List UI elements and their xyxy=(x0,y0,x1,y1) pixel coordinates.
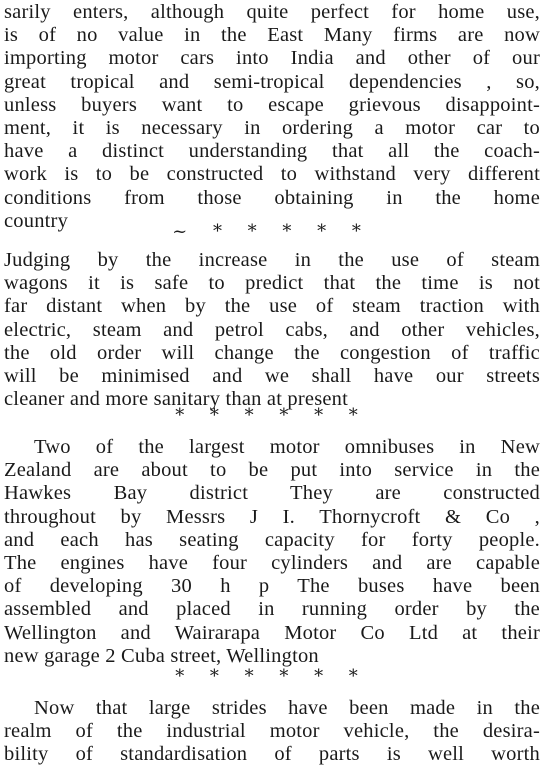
text-line: electric, steam and petrol cabs, and other vehicles, xyxy=(4,318,540,341)
text-line: importing motor cars into India and other of our xyxy=(4,47,540,70)
text-line: wagons it is safe to predict that the time is not xyxy=(4,272,540,295)
text-line: country xyxy=(4,209,69,232)
text-line: unless buyers want to escape grievous disappoint- xyxy=(4,93,540,116)
text-line: bility of standardisation of parts is well worth xyxy=(4,743,540,766)
text-line: Hawkes Bay district They are constructed xyxy=(4,482,540,505)
text-line: work is to be constructed to withstand very different xyxy=(4,163,540,186)
text-line: Judging by the increase in the use of steam xyxy=(4,249,540,271)
text-line: have a distinct understanding that all the coach- xyxy=(4,140,540,163)
text-line: great tropical and semi-tropical dependencies , so, xyxy=(4,70,540,93)
section-separator: * * * * * * xyxy=(175,666,368,687)
text-line: Wellington and Wairarapa Motor Co Ltd at their xyxy=(4,621,540,644)
text-line: conditions from those obtaining in the home xyxy=(4,186,540,209)
text-line: Two of the largest motor omnibuses in New xyxy=(34,436,540,458)
text-line: Now that large strides have been made in the xyxy=(34,697,540,719)
section-separator: ~ * * * * * xyxy=(172,221,371,242)
text-line: the old order will change the congestion of traffic xyxy=(4,341,540,364)
section-separator: * * * * * * xyxy=(175,405,368,426)
paragraph-standardisation xyxy=(4,697,540,767)
paragraph-omnibuses-new-zealand xyxy=(4,436,540,668)
text-line: and each has seating capacity for forty people. xyxy=(4,528,540,551)
text-line: throughout by Messrs J I. Thornycroft & Co , xyxy=(4,505,540,528)
text-line: far distant when by the use of steam traction with xyxy=(4,295,540,318)
text-line: cleaner and more sanitary than at present xyxy=(4,388,349,411)
text-line: will be minimised and we shall have our streets xyxy=(4,364,540,387)
text-line: ment, it is necessary in ordering a motor car to xyxy=(4,116,540,139)
text-line: The engines have four cylinders and are capable xyxy=(4,551,540,574)
text-line: Zealand are about to be put into service in the xyxy=(4,459,540,482)
paragraph-motor-cars-east xyxy=(4,1,540,233)
paragraph-steam-wagons xyxy=(4,249,540,411)
text-line: new garage 2 Cuba street, Wellington xyxy=(4,644,319,667)
text-line: of developing 30 h p The buses have been xyxy=(4,575,540,598)
text-line: is of no value in the East Many firms are now xyxy=(4,24,540,47)
text-line: assembled and placed in running order by the xyxy=(4,598,540,621)
text-line: realm of the industrial motor vehicle, the desira- xyxy=(4,720,540,743)
text-line: sarily enters, although quite perfect for home use, xyxy=(4,1,540,23)
